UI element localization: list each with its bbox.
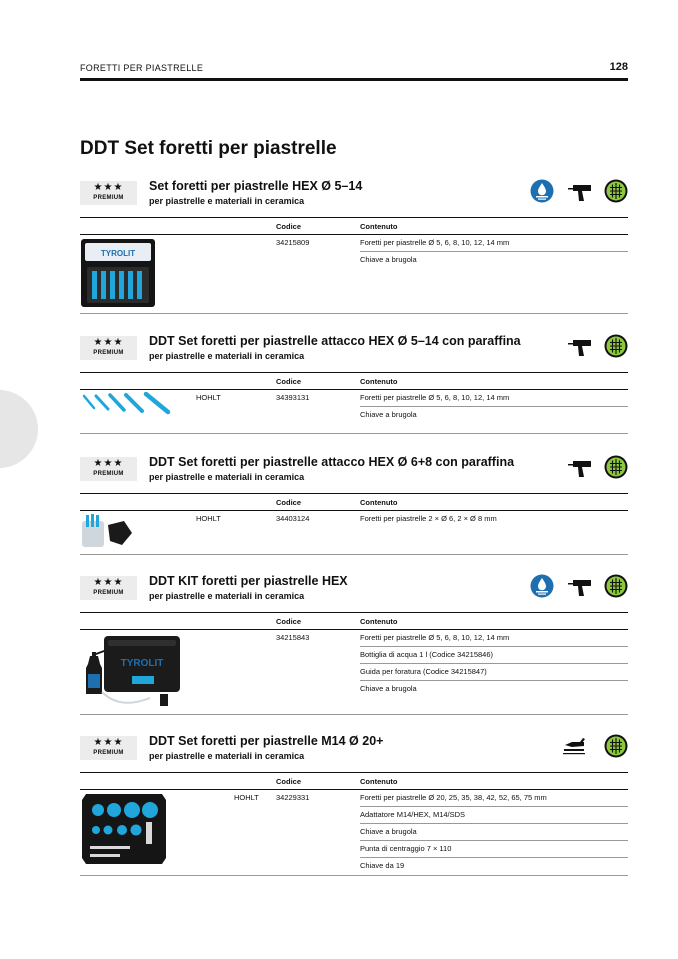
product-label: HOHLT xyxy=(196,393,221,402)
rating-stars: ★★★ xyxy=(93,337,124,348)
table-header xyxy=(80,372,628,390)
cooling-water-icon xyxy=(530,179,554,203)
svg-text:TYROLIT: TYROLIT xyxy=(100,249,136,258)
premium-label: PREMIUM xyxy=(93,350,124,356)
content-row: Chiave a brugola xyxy=(360,255,417,264)
product-image xyxy=(80,392,176,416)
content-row: Chiave da 19 xyxy=(360,861,405,870)
content-header: Contenuto xyxy=(360,222,398,231)
content-row: Foretti per piastrelle Ø 20, 25, 35, 38, 42, 52, 65, 75 mm xyxy=(360,789,628,807)
premium-label: PREMIUM xyxy=(93,750,124,756)
content-header: Contenuto xyxy=(360,617,398,626)
divider xyxy=(80,875,628,876)
page-header xyxy=(80,60,628,81)
table-header xyxy=(80,612,628,630)
angle-grinder-icon xyxy=(552,734,596,758)
code-header: Codice xyxy=(276,498,302,507)
rating-stars: ★★★ xyxy=(93,182,124,193)
content-row: Adattatore M14/HEX, M14/SDS xyxy=(360,806,628,824)
content-row: Guida per foratura (Codice 34215847) xyxy=(360,663,628,681)
tile-material-icon xyxy=(604,179,628,203)
divider xyxy=(80,313,628,314)
product-code: 34215843 xyxy=(276,633,310,642)
product-subtitle: per piastrelle e materiali in ceramica xyxy=(149,751,305,761)
side-tab-label xyxy=(0,408,1,450)
product-subtitle: per piastrelle e materiali in ceramica xyxy=(149,472,305,482)
rating-stars: ★★★ xyxy=(93,458,124,469)
code-header: Codice xyxy=(276,377,302,386)
drill-icon xyxy=(562,574,596,598)
product-title: DDT Set foretti per piastrelle attacco HEX Ø 5–14 con paraffina xyxy=(149,334,521,348)
content-row: Chiave a brugola xyxy=(360,823,628,841)
product-label: HOHLT xyxy=(196,514,221,523)
product-label: HOHLT xyxy=(234,793,259,802)
premium-badge xyxy=(80,576,137,600)
drill-icon xyxy=(562,179,596,203)
divider xyxy=(80,554,628,555)
content-header: Contenuto xyxy=(360,777,398,786)
product-subtitle: per piastrelle e materiali in ceramica xyxy=(149,351,305,361)
section-title: FORETTI PER PIASTRELLE xyxy=(80,63,204,73)
product-title: DDT Set foretti per piastrelle attacco HEX Ø 6+8 con paraffina xyxy=(149,455,515,469)
product-subtitle: per piastrelle e materiali in ceramica xyxy=(149,196,305,206)
premium-label: PREMIUM xyxy=(93,590,124,596)
rating-stars: ★★★ xyxy=(93,737,124,748)
page-title: DDT Set foretti per piastrelle xyxy=(80,138,337,159)
tile-material-icon xyxy=(604,455,628,479)
premium-label: PREMIUM xyxy=(93,195,124,201)
content-row: Chiave a brugola xyxy=(360,684,417,693)
svg-text:TYROLIT: TYROLIT xyxy=(120,658,164,669)
product-image xyxy=(80,513,134,549)
table-header xyxy=(80,493,628,511)
tile-material-icon xyxy=(604,574,628,598)
tile-material-icon xyxy=(604,734,628,758)
content-header: Contenuto xyxy=(360,498,398,507)
content-header: Contenuto xyxy=(360,377,398,386)
product-image xyxy=(80,237,156,309)
product-code: 34403124 xyxy=(276,514,310,523)
drill-icon xyxy=(562,455,596,479)
content-row: Bottiglia di acqua 1 l (Codice 34215846) xyxy=(360,646,628,664)
side-tab[interactable] xyxy=(0,390,38,468)
table-header xyxy=(80,772,628,790)
page-number: 128 xyxy=(609,61,628,73)
code-header: Codice xyxy=(276,617,302,626)
product-title: DDT Set foretti per piastrelle M14 Ø 20+ xyxy=(149,734,384,748)
product-image xyxy=(80,792,168,866)
premium-badge xyxy=(80,457,137,481)
content-row: Chiave a brugola xyxy=(360,410,417,419)
premium-badge xyxy=(80,736,137,760)
content-row: Foretti per piastrelle Ø 5, 6, 8, 10, 12, 14 mm xyxy=(360,234,628,252)
content-row: Foretti per piastrelle 2 × Ø 6, 2 × Ø 8 mm xyxy=(360,514,497,523)
premium-badge xyxy=(80,181,137,205)
cooling-water-icon xyxy=(530,574,554,598)
drill-icon xyxy=(562,334,596,358)
premium-label: PREMIUM xyxy=(93,471,124,477)
content-row: Foretti per piastrelle Ø 5, 6, 8, 10, 12, 14 mm xyxy=(360,389,628,407)
divider xyxy=(80,433,628,434)
code-header: Codice xyxy=(276,222,302,231)
premium-badge xyxy=(80,336,137,360)
tile-material-icon xyxy=(604,334,628,358)
product-code: 34229331 xyxy=(276,793,310,802)
product-image xyxy=(80,632,184,714)
product-code: 34393131 xyxy=(276,393,310,402)
product-code: 34215809 xyxy=(276,238,310,247)
table-header xyxy=(80,217,628,235)
rating-stars: ★★★ xyxy=(93,577,124,588)
content-row: Punta di centraggio 7 × 110 xyxy=(360,840,628,858)
code-header: Codice xyxy=(276,777,302,786)
content-row: Foretti per piastrelle Ø 5, 6, 8, 10, 12, 14 mm xyxy=(360,629,628,647)
product-title: Set foretti per piastrelle HEX Ø 5–14 xyxy=(149,179,363,193)
product-title: DDT KIT foretti per piastrelle HEX xyxy=(149,574,348,588)
divider xyxy=(80,714,628,715)
product-subtitle: per piastrelle e materiali in ceramica xyxy=(149,591,305,601)
